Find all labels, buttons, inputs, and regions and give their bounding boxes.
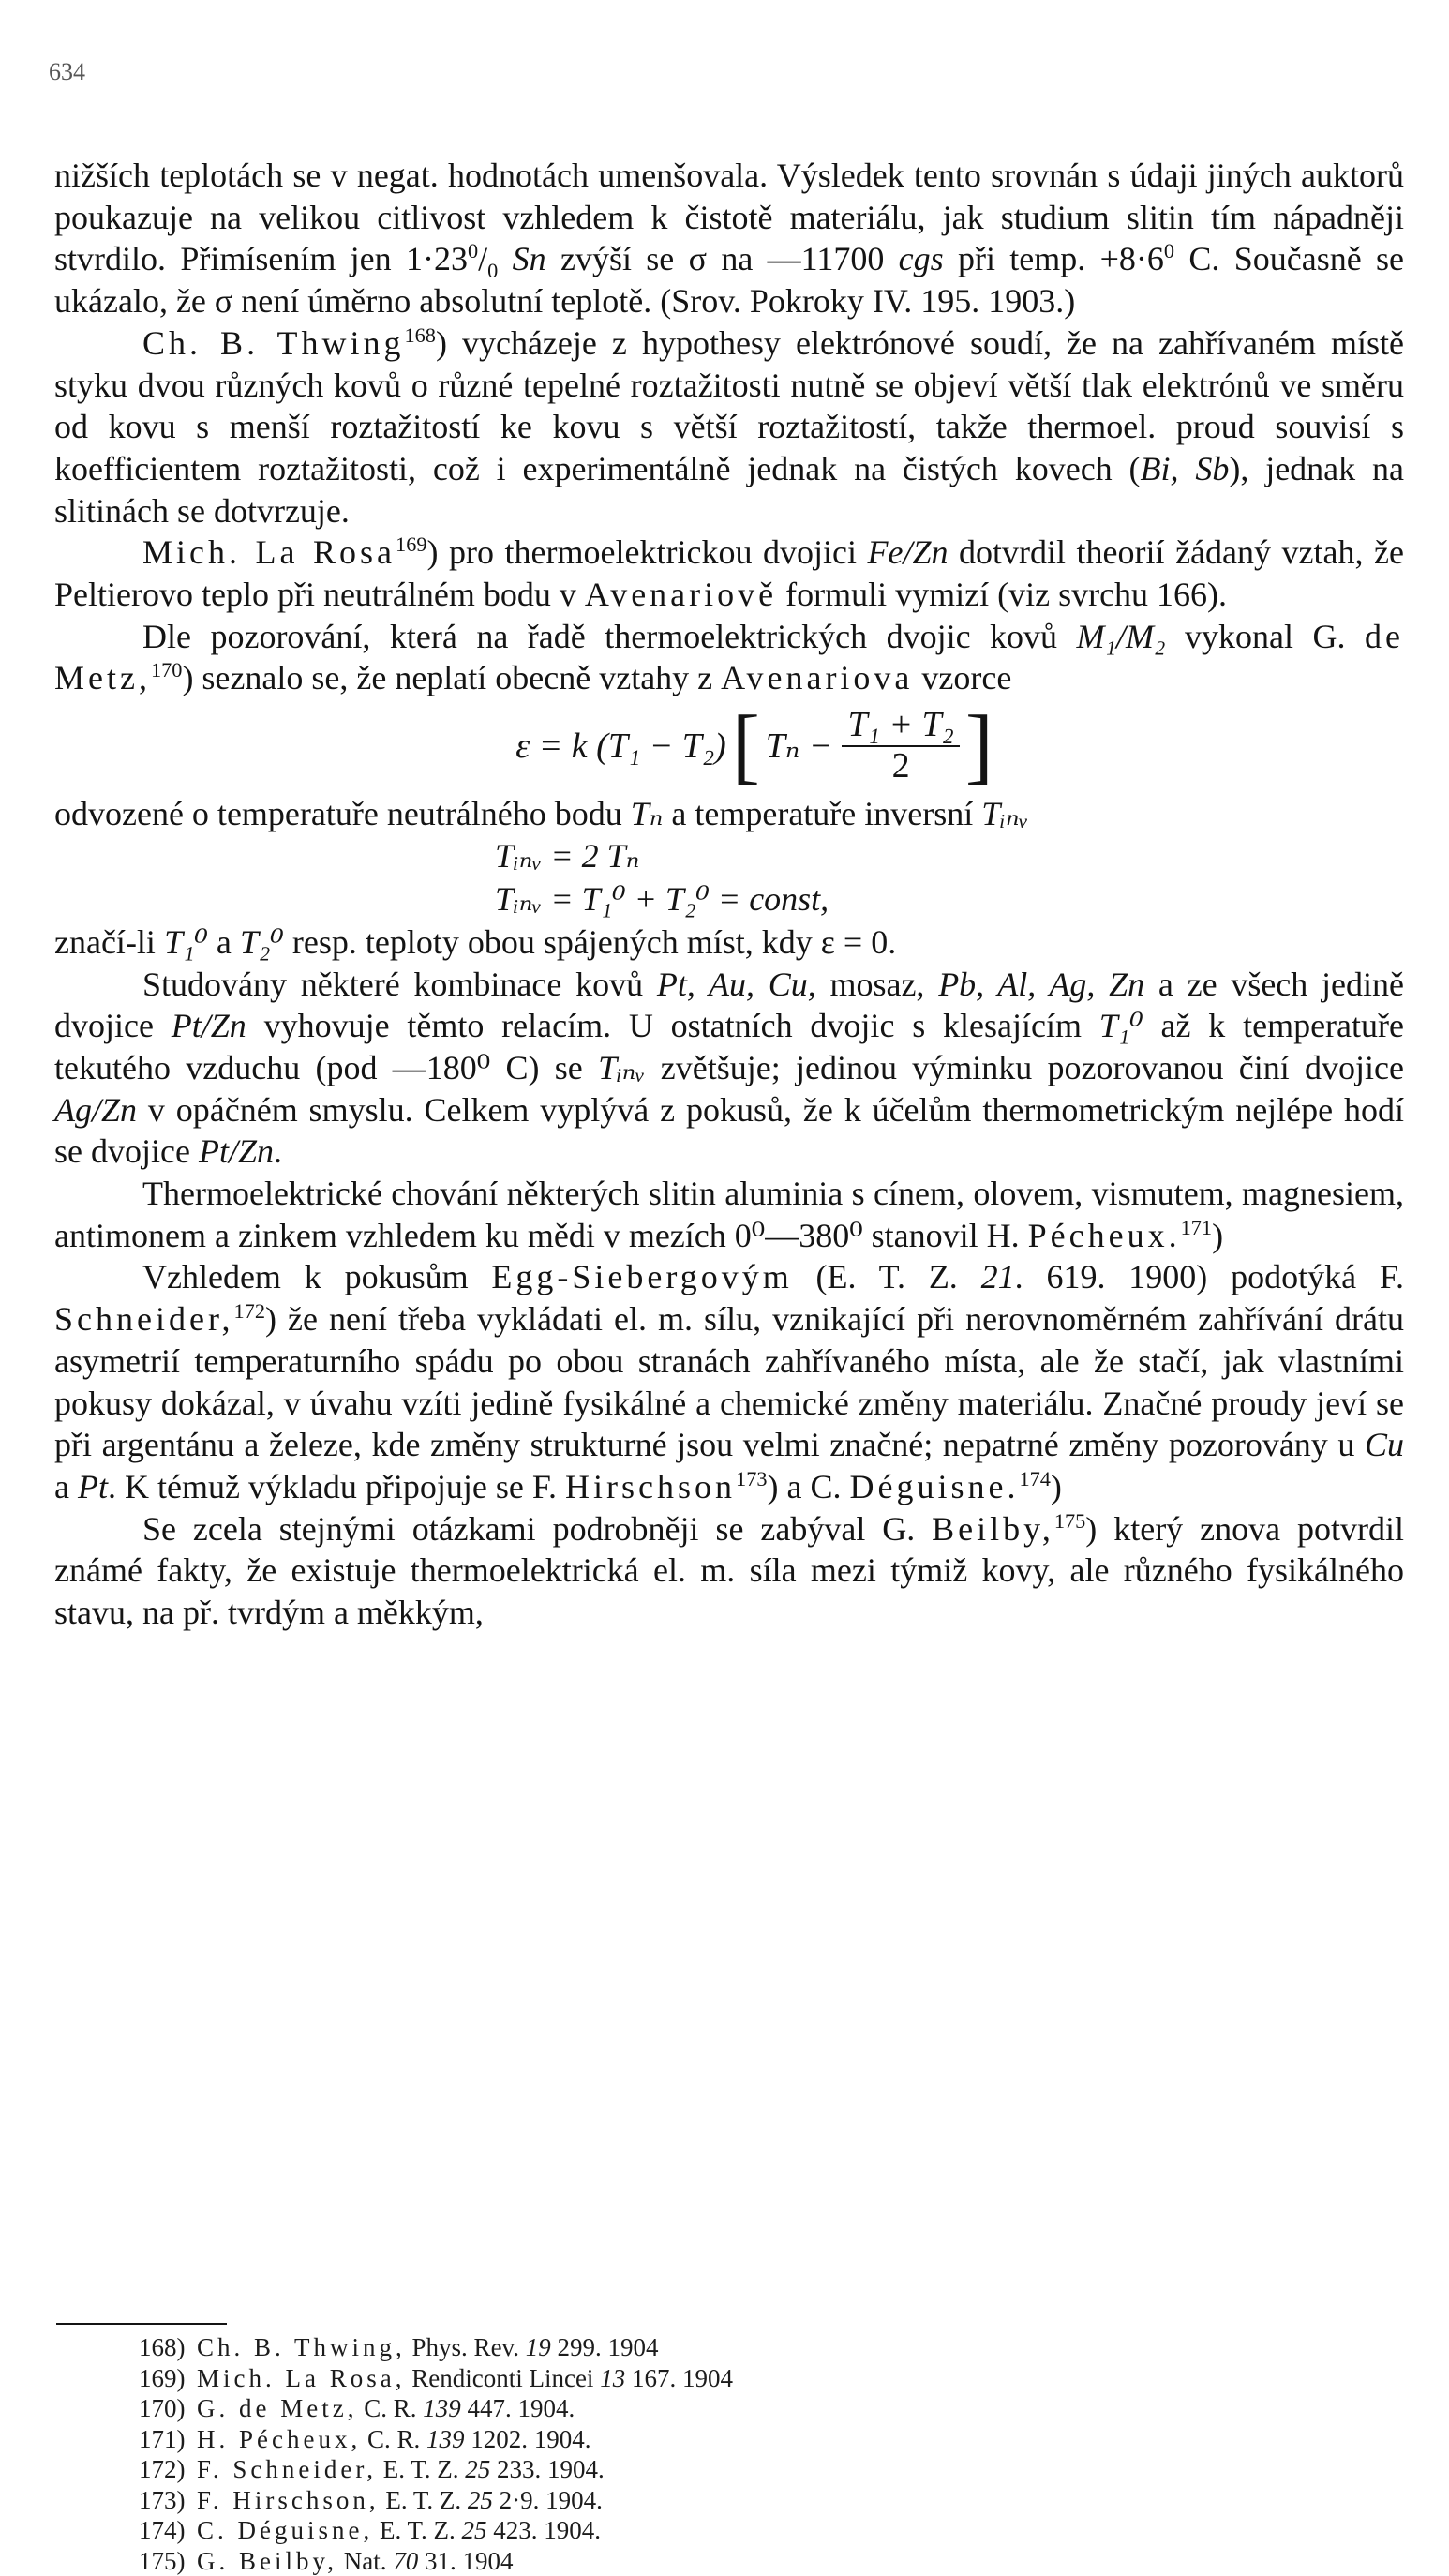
element-symbol: Pt/Zn (199, 1132, 274, 1170)
text-run: Vzhledem k pokusům (142, 1258, 491, 1295)
text-run: vyhovuje těmto relacím. U ostatních dvojic s klesajícím (246, 1007, 1099, 1044)
volume: 21 (981, 1258, 1015, 1295)
text-run: ) (1051, 1468, 1062, 1505)
text-run: Studovány některé kombinace kovů (142, 966, 657, 1003)
footnote-author: F. Hirschson, (197, 2486, 380, 2514)
footnote-ref: 174 (1019, 1467, 1050, 1490)
footnote-ref: 169 (396, 532, 426, 556)
footnote (139, 2454, 982, 2485)
footnote (139, 2485, 982, 2516)
text-run: Thermoelektrické chování některých slitin aluminia s cínem, olovem, vismutem, magnesiem, antimonem a zinkem vzhledem ku mědi v mezích 0⁰—380⁰ stanovil H. (54, 1175, 1404, 1254)
text-run: nižších teplotách se v negat. hodnotách umenšovala. Výsledek tento srovnán s údaji jiných auktorů poukazuje na velikou citlivost vzhledem k čistotě materiálu, jak studium slitin tím nápadněji stvrdilo. Přimísením jen 1·23 (54, 157, 1404, 277)
footnote-volume: 25 (468, 2486, 493, 2514)
footnote-pages: 423. 1904. (493, 2516, 601, 2544)
footnote-pages: 299. 1904 (558, 2333, 659, 2361)
text-run: ) (1212, 1217, 1223, 1254)
footnote-number: 173) (139, 2485, 197, 2516)
footnote-ref: 172 (234, 1299, 265, 1323)
footnote-pages: 447. 1904. (468, 2394, 575, 2422)
footnote-author: C. Déguisne, (197, 2516, 373, 2544)
text-run: značí-li (54, 923, 164, 961)
bracket-open: [ (732, 704, 760, 788)
symbol: Tᵢₙᵥ (981, 795, 1028, 832)
footnote-volume: 25 (465, 2455, 490, 2483)
author-name: Mich. La Rosa (142, 533, 396, 571)
footnote-number: 171) (139, 2424, 197, 2455)
element-symbol: Pt (78, 1468, 108, 1505)
footnote (139, 2424, 982, 2455)
text-run: v opáčném smyslu. Celkem vyplývá z pokusů, že k účelům thermometrickým nejlépe hodí se dvojice (54, 1091, 1404, 1171)
symbol: T₂⁰ (240, 923, 284, 961)
author-name: Avenariova (721, 659, 913, 696)
text-run: 0 (468, 239, 478, 262)
inversion-formulas (54, 835, 1404, 921)
footnote-volume: 13 (600, 2364, 625, 2392)
paragraph-2 (54, 322, 1404, 532)
formula-line: Tᵢₙᵥ = T₁⁰ + T₂⁰ = const, (495, 878, 1404, 921)
footnote-volume: 139 (426, 2425, 465, 2453)
footnote-number: 168) (139, 2332, 197, 2363)
footnote-pages: 1202. 1904. (471, 2425, 590, 2453)
footnote-source: Phys. Rev. (412, 2333, 520, 2361)
text-run: a temperatuře inversní (663, 795, 981, 832)
fraction-numerator: T₁ + T₂ (842, 706, 959, 747)
formula-line: Tᵢₙᵥ = 2 Tₙ (495, 835, 1404, 878)
element-symbol: Cu (1365, 1426, 1404, 1463)
text-run: ) a C. (768, 1468, 850, 1505)
author-name: Ch. B. Thwing (142, 324, 404, 362)
author-name: de Metz, (54, 618, 1404, 697)
text-run: zvýší se σ na —11700 (546, 240, 899, 277)
footnote-author: G. de Metz, (197, 2394, 357, 2422)
text-run: resp. teploty obou spájených míst, kdy ε = 0. (284, 923, 896, 961)
element-symbol: Bi, Sb (1141, 450, 1230, 487)
text-run: dotvrdil theorií žádaný vztah, že Peltierovo teplo při neutrálném bodu v (54, 533, 1404, 613)
footnote-pages: 167. 1904 (632, 2364, 733, 2392)
text-run: ) že není třeba vykládati el. m. sílu, vznikající při nerovnoměrném zahřívání drátu asymetrií temperaturního spádu po obou stranách zahřívaného místa, ale že stačí, jak vlastními pokusy dokázal, v úvahu vzíti jedině fysikálné a chemické změny materiálu. Značné proudy jeví se při argentánu a železe, kde změny strukturné jsou velmi značné; nepatrné změny pozorovány u (54, 1300, 1404, 1463)
text-run: při temp. +8·6 (944, 240, 1164, 277)
footnote-ref: 170 (151, 658, 182, 681)
text-run: mosaz, (816, 966, 938, 1003)
footnote-volume: 70 (393, 2547, 418, 2575)
element-symbol: Pt, Au, Cu, (657, 966, 816, 1003)
paragraph-4 (54, 616, 1404, 699)
text-run: . 619. 1900) podotýká F. (1015, 1258, 1404, 1295)
symbol: Tₙ (631, 795, 664, 832)
text-run: až k temperatuře tekutého vzduchu (pod —180⁰ C) se (54, 1007, 1404, 1086)
formula-lhs: ε = k (T₁ − T₂) (515, 726, 726, 768)
footnote (139, 2546, 982, 2576)
text-run: ) který znova potvrdil známé fakty, že existuje thermoelektrická el. m. síla mezi týmiž kovy, ale různého fysikálného stavu, na př. tvrdým a měkkým, (54, 1510, 1404, 1631)
author-name: Avenariově (585, 576, 777, 613)
text-run: odvozené o temperatuře neutrálného bodu (54, 795, 631, 832)
footnote-pages: 2·9. 1904. (500, 2486, 603, 2514)
footnote-ref: 171 (1181, 1216, 1212, 1239)
paragraph-3 (54, 532, 1404, 615)
element-symbol: Fe/Zn (868, 533, 949, 571)
text-run: ) seznalo se, že neplatí obecně vztahy z (182, 659, 721, 696)
footnote-source: Nat. (344, 2547, 387, 2575)
footnote-author: G. Beilby, (197, 2547, 337, 2575)
text-run: vzorce (913, 659, 1011, 696)
element-symbol: Pb, Al, Ag, Zn (938, 966, 1144, 1003)
footnote-author: Ch. B. Thwing, (197, 2333, 406, 2361)
paragraph-7 (54, 964, 1404, 1174)
footnote-pages: 31. 1904 (425, 2547, 514, 2575)
paragraph-9 (54, 1256, 1404, 1507)
paragraph-5 (54, 793, 1404, 835)
author-name: Hirschson (565, 1468, 736, 1505)
author-name: Déguisne. (849, 1468, 1019, 1505)
footnote-source: C. R. (367, 2425, 420, 2453)
element-symbol: Ag/Zn (54, 1091, 137, 1129)
footnotes (139, 2332, 982, 2576)
avenarius-formula (54, 699, 1404, 793)
symbol: T₁⁰ (1099, 1007, 1143, 1044)
element-symbol: Pt/Zn (172, 1007, 246, 1044)
fraction-denominator: 2 (892, 747, 910, 786)
bracket-close: ] (965, 704, 993, 788)
element-symbol: Sn (513, 240, 546, 277)
footnote-ref: 168 (404, 323, 435, 347)
text-run: ), jednak na slitinách se dotvrzuje. (54, 450, 1404, 530)
text-run: 0 (1164, 239, 1174, 262)
footnote-volume: 19 (526, 2333, 551, 2361)
formula-term: Tₙ − (766, 726, 833, 768)
footnote (139, 2332, 982, 2363)
footnote-number: 170) (139, 2393, 197, 2424)
text-run: zvětšuje; jedinou výminku pozorovanou činí dvojice (645, 1049, 1404, 1086)
footnote (139, 2393, 982, 2424)
body-text (54, 155, 1404, 1634)
text-run: . K témuž výkladu připojuje se F. (108, 1468, 565, 1505)
footnote-pages: 233. 1904. (497, 2455, 605, 2483)
footnote-source: E. T. Z. (383, 2455, 459, 2483)
symbol: M₁/M₂ (1077, 618, 1166, 655)
page-number: 634 (49, 58, 85, 86)
footnote-source: E. T. Z. (380, 2516, 456, 2544)
text-run: 0 (487, 260, 498, 283)
footnote-number: 169) (139, 2363, 197, 2394)
fraction (842, 706, 959, 786)
footnote-source: C. R. (364, 2394, 416, 2422)
text-run: Dle pozorování, která na řadě thermoelektrických dvojic kovů (142, 618, 1077, 655)
footnote-source: Rendiconti Lincei (411, 2364, 593, 2392)
text-run: C. Současně se ukázalo, že σ není úměrno absolutní teplotě. (Srov. Pokroky IV. 195. 1903.) (54, 240, 1404, 320)
text-run: / (478, 240, 487, 277)
text-run: ) pro thermoelektrickou dvojici (427, 533, 868, 571)
text-run: . (274, 1132, 282, 1170)
unit: cgs (899, 240, 944, 277)
footnote-number: 172) (139, 2454, 197, 2485)
footnote-number: 175) (139, 2546, 197, 2576)
paragraph-8 (54, 1173, 1404, 1256)
text-run: formuli vymizí (viz svrchu 166). (777, 576, 1227, 613)
author-name: Pécheux. (1028, 1217, 1181, 1254)
text-run: a (54, 1468, 78, 1505)
footnote-number: 174) (139, 2515, 197, 2546)
text-run: a (208, 923, 240, 961)
footnote-ref: 173 (736, 1467, 767, 1490)
footnote-author: F. Schneider, (197, 2455, 377, 2483)
text-run: ) vycházeje z hypothesy elektrónové soudí, že na zahřívaném místě styku dvou různých kovů o různé tepelné roztažitosti nutně se objeví větší tlak elektrónů ve směru od kovu s menší roztažitostí ke kovu s větší roztažitostí, takže thermoel. proud souvisí s koefficientem roztažitosti, což i experimentálně jednak na čistých kovech ( (54, 324, 1404, 487)
footnote-author: H. Pécheux, (197, 2425, 361, 2453)
footnote-author: Mich. La Rosa, (197, 2364, 405, 2392)
symbol: T₁⁰ (164, 923, 208, 961)
paragraph-1 (54, 155, 1404, 322)
footnote (139, 2363, 982, 2394)
symbol: Tᵢₙᵥ (598, 1049, 645, 1086)
text-run: vykonal G. (1166, 618, 1365, 655)
author-name: Beilby, (932, 1510, 1054, 1548)
author-name: Schneider, (54, 1300, 234, 1338)
text-run: Se zcela stejnými otázkami podrobněji se zabýval G. (142, 1510, 932, 1548)
text-run: a ze všech jedině dvojice (54, 966, 1404, 1045)
footnote (139, 2515, 982, 2546)
footnote-volume: 25 (461, 2516, 486, 2544)
footnote-volume: 139 (423, 2394, 461, 2422)
paragraph-6 (54, 921, 1404, 964)
footnote-ref: 175 (1054, 1509, 1085, 1533)
text-run (498, 240, 512, 277)
footnote-source: E. T. Z. (385, 2486, 461, 2514)
author-name: Egg-Siebergovým (491, 1258, 792, 1295)
paragraph-10 (54, 1508, 1404, 1634)
text-run: (E. T. Z. (793, 1258, 981, 1295)
footnote-divider (56, 2323, 227, 2325)
